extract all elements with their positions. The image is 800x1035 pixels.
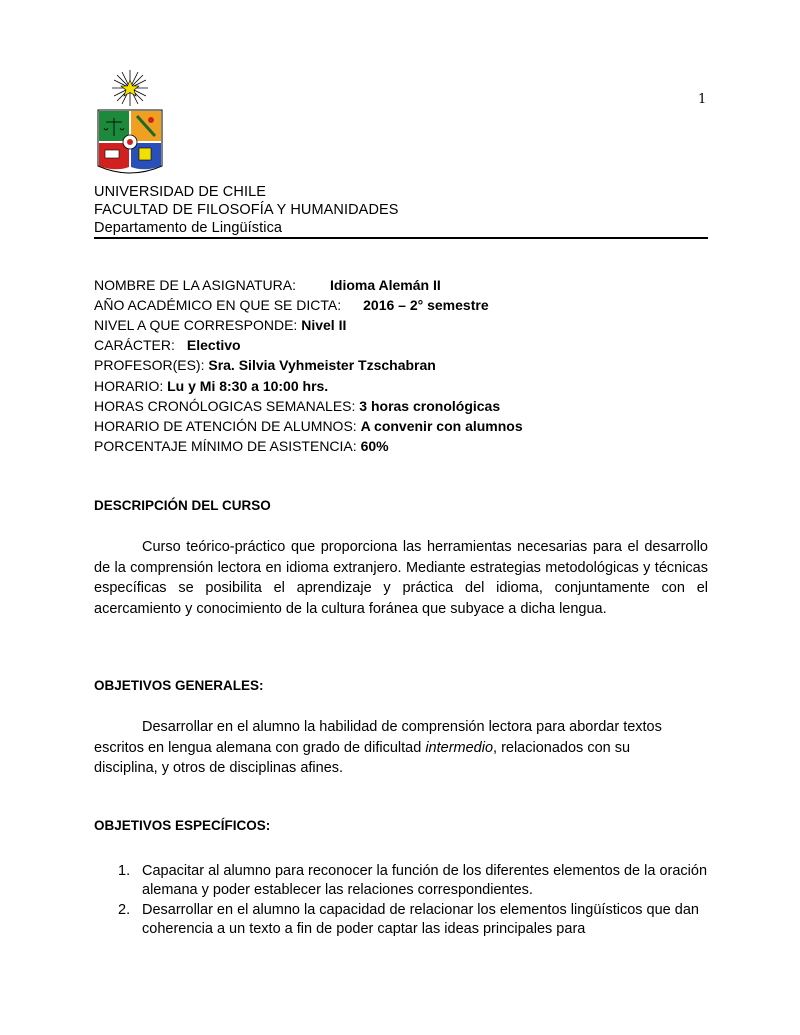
department-name: Departamento de Lingüística [94,220,283,236]
specific-objectives-list [118,862,710,940]
general-objectives-heading: OBJETIVOS GENERALES: [94,678,264,693]
field-office-hours: HORARIO DE ATENCIÓN DE ALUMNOS: A convenir con alumnos [94,418,523,434]
field-academic-year: AÑO ACADÉMICO EN QUE SE DICTA: 2016 – 2° semestre [94,297,489,313]
field-professor: PROFESOR(ES): Sra. Silvia Vyhmeister Tzschabran [94,357,436,373]
field-character: CARÁCTER: Electivo [94,337,241,353]
faculty-name: FACULTAD DE FILOSOFÍA Y HUMANIDADES [94,202,399,218]
list-item: 1. Capacitar al alumno para reconocer la función de los diferentes elementos de la oración alemana y poder establecer las relaciones correspondientes. [118,863,708,898]
university-name: UNIVERSIDAD DE CHILE [94,184,267,200]
specific-objectives-heading: OBJETIVOS ESPECÍFICOS: [94,818,271,833]
description-paragraph: Curso teórico-práctico que proporciona las herramientas necesarias para el desarrollo de la comprensión lectora en idioma extranjero. Mediante estrategias metodológicas y técnicas específicas se posibilita el aprendizaje y práctica del idioma, conjuntamente con el acercamiento y conocimiento de la cultura foránea que subyace a dicha lengua. [94,539,708,617]
header-divider [94,237,708,239]
field-attendance: PORCENTAJE MÍNIMO DE ASISTENCIA: 60% [94,438,389,454]
university-logo [95,68,165,180]
page-number: 1 [698,92,707,107]
field-level: NIVEL A QUE CORRESPONDE: Nivel II [94,317,347,333]
description-heading: DESCRIPCIÓN DEL CURSO [94,498,271,513]
general-objectives-paragraph: Desarrollar en el alumno la habilidad de comprensión lectora para abordar textos escritos en lengua alemana con grado de dificultad intermedio, relacionados con su disciplina, y otros de disciplinas afines. [94,719,662,776]
field-weekly-hours: HORAS CRONÓLOGICAS SEMANALES: 3 horas cronológicas [94,398,501,414]
field-schedule: HORARIO: Lu y Mi 8:30 a 10:00 hrs. [94,378,329,394]
field-course-name: NOMBRE DE LA ASIGNATURA: Idioma Alemán II [94,277,441,293]
list-item: 2. Desarrollar en el alumno la capacidad de relacionar los elementos lingüísticos que dan coherencia a un texto a fin de poder captar las ideas principales para [118,902,699,937]
